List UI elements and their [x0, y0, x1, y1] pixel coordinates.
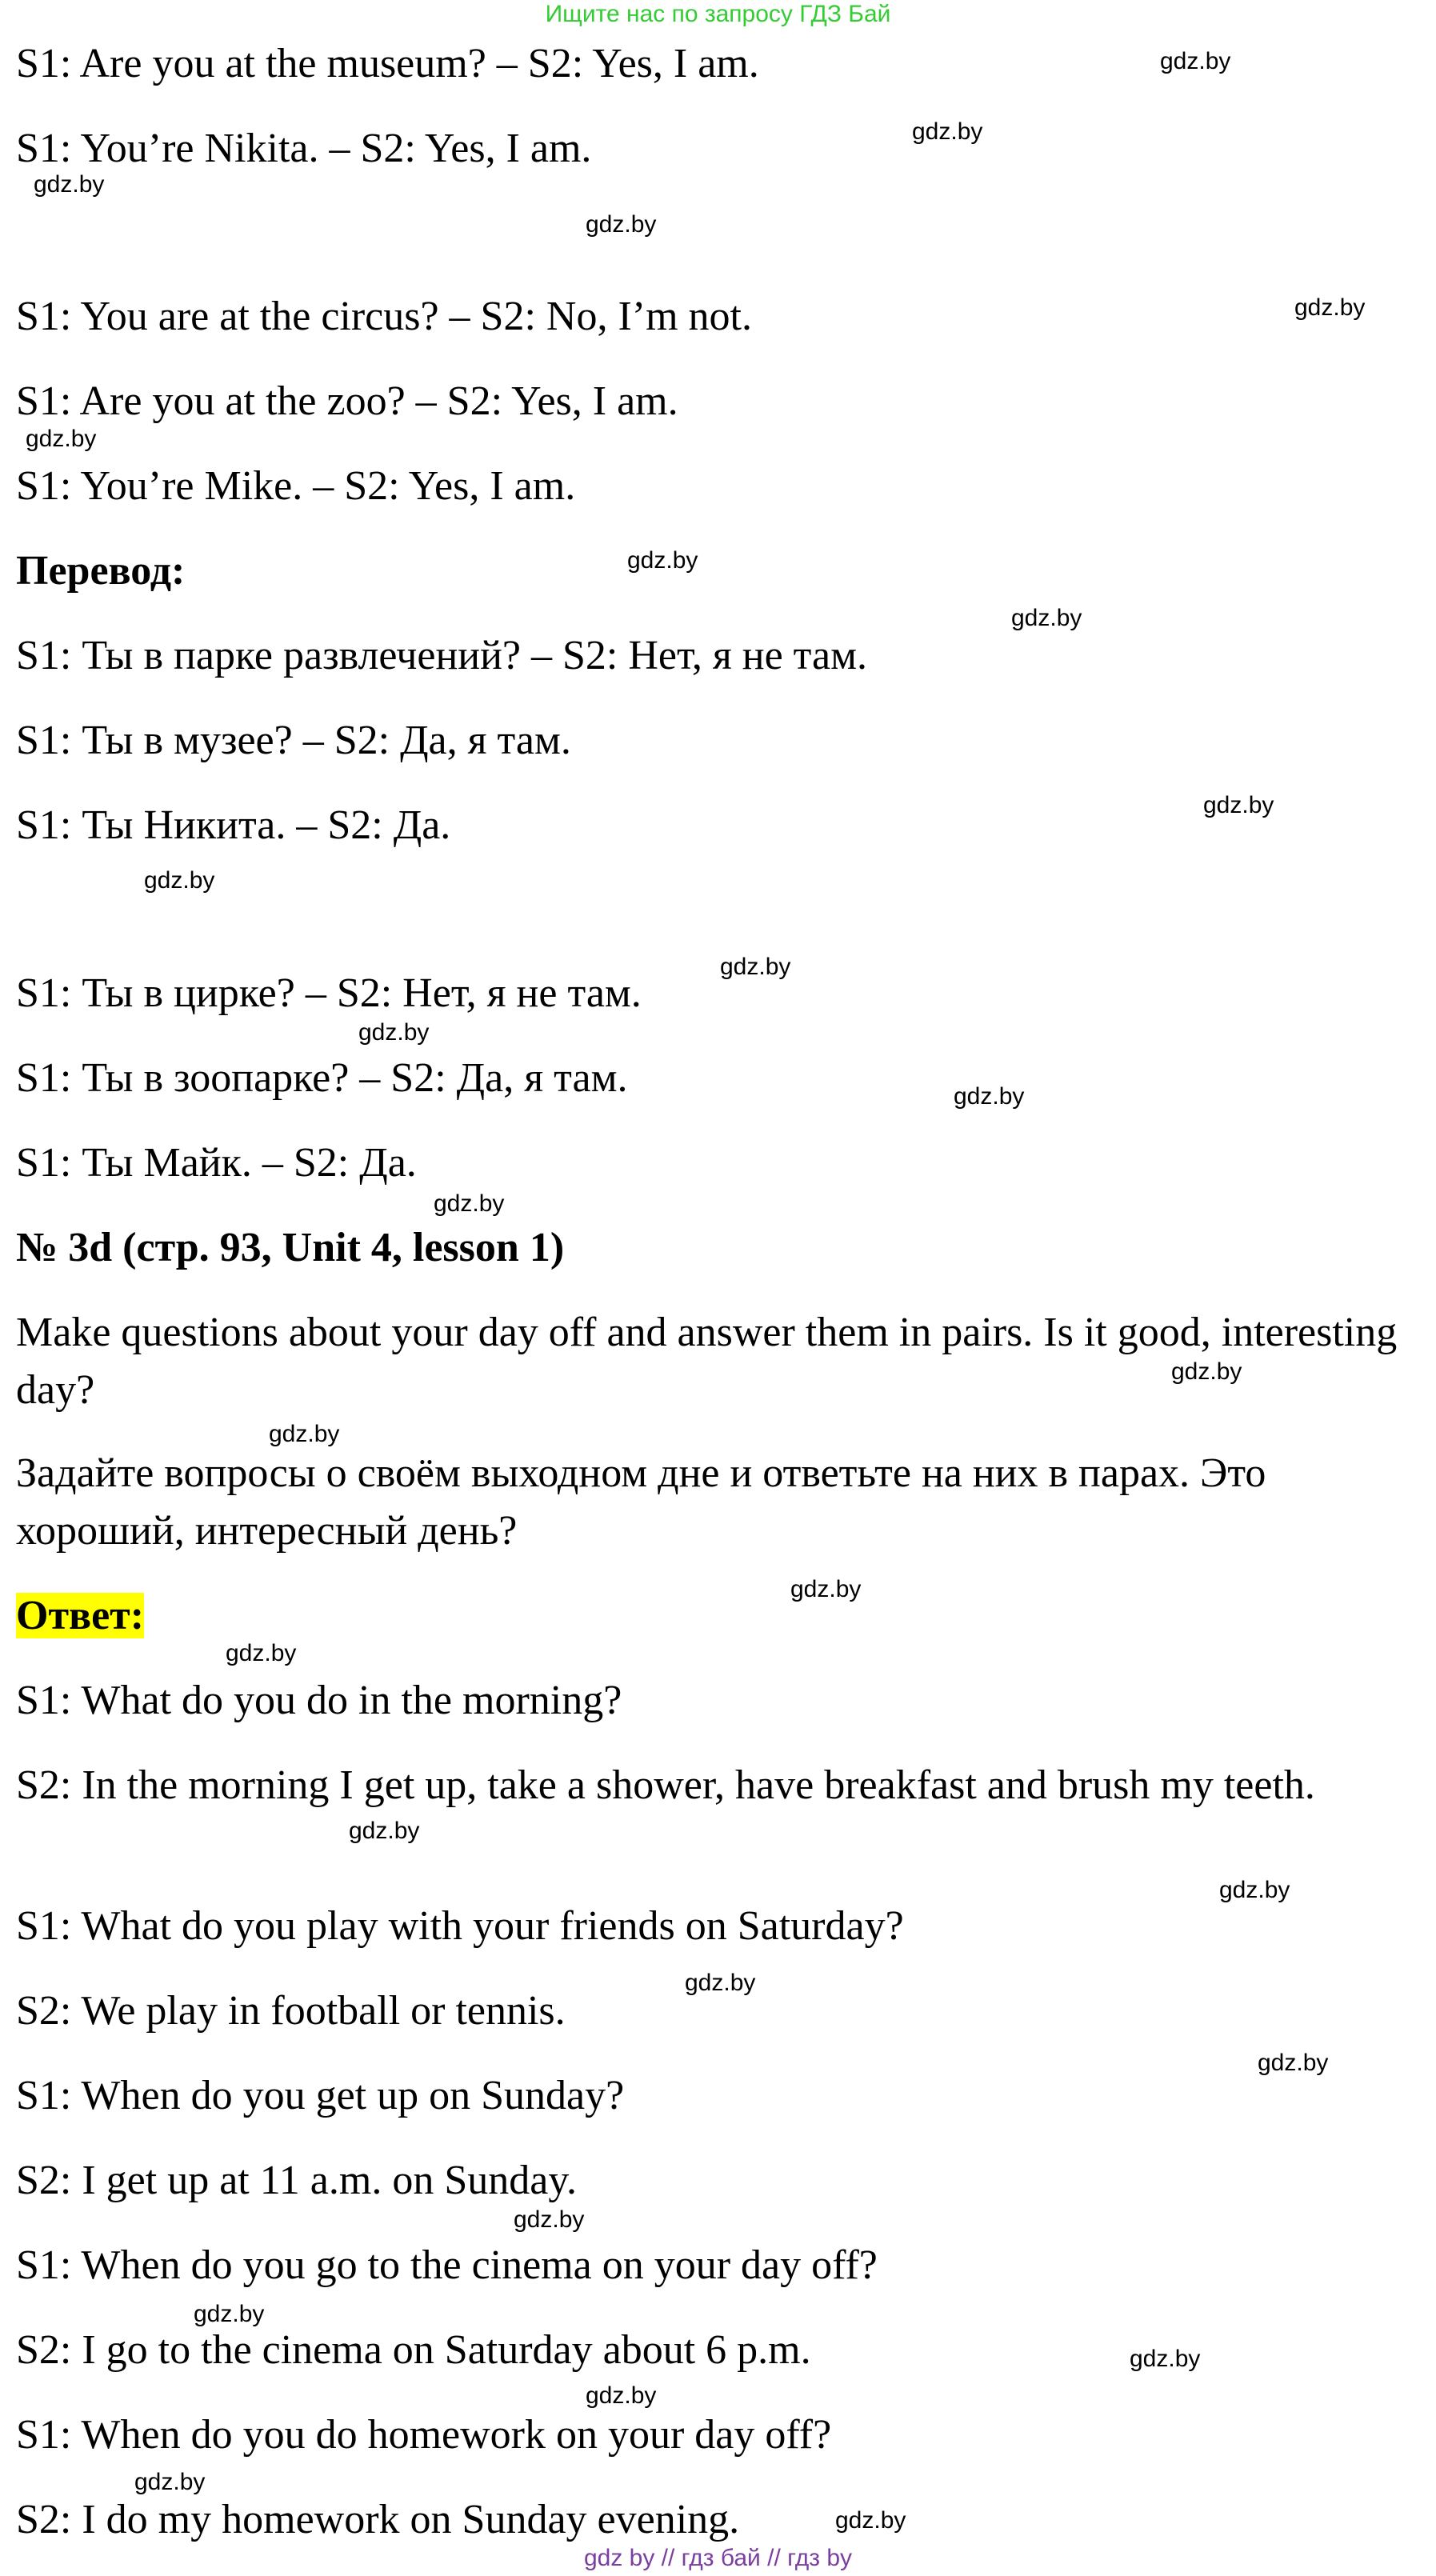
watermark: gdz.by — [349, 1818, 420, 1844]
watermark: gdz.by — [1171, 1358, 1242, 1385]
watermark: gdz.by — [720, 954, 791, 980]
answer-line: S1: When do you do homework on your day off? — [16, 2412, 832, 2458]
translation-line: S1: Ты в музее? – S2: Да, я там. — [16, 718, 571, 763]
watermark: gdz.by — [835, 2507, 906, 2534]
watermark: gdz.by — [26, 426, 97, 452]
watermark: gdz.by — [1130, 2346, 1201, 2372]
watermark: gdz.by — [358, 1019, 430, 1046]
translation-line: S1: Ты Майк. – S2: Да. — [16, 1140, 417, 1186]
answer-label — [16, 1587, 1428, 1645]
answer-line: S1: When do you get up on Sunday? — [16, 2073, 625, 2118]
dialogue-line: S1: Are you at the museum? – S2: Yes, I am. — [16, 41, 759, 86]
watermark: gdz.by — [627, 547, 698, 574]
watermark: gdz.by — [1011, 605, 1082, 631]
watermark: gdz.by — [912, 118, 983, 145]
exercise-heading: № 3d (стр. 93, Unit 4, lesson 1) — [16, 1225, 565, 1270]
answer-line: S2: I do my homework on Sunday evening. — [16, 2497, 740, 2542]
answer-line: S2: In the morning I get up, take a shower, have breakfast and brush my teeth. — [16, 1762, 1315, 1808]
answer-label-text: Ответ: — [16, 1593, 145, 1638]
dialogue-line: S1: You are at the circus? – S2: No, I’m not. — [16, 294, 753, 339]
watermark: gdz.by — [954, 1083, 1025, 1110]
answer-line: S2: We play in football or tennis. — [16, 1988, 566, 2034]
answer-line: S1: When do you go to the cinema on your day off? — [16, 2242, 878, 2288]
watermark: gdz.by — [790, 1576, 862, 1602]
watermark: gdz.by — [269, 1421, 340, 1447]
top-banner[interactable]: Ищите нас по запросу ГДЗ Бай — [545, 1, 891, 27]
watermark: gdz.by — [34, 171, 105, 198]
footer-links[interactable]: gdz by // гдз бай // гдз by — [583, 2545, 853, 2571]
answer-line: S2: I go to the cinema on Saturday about 6 p.m. — [16, 2327, 811, 2373]
task-russian: Задайте вопросы о своём выходном дне и ответьте на них в парах. Это хороший, интересный день? — [16, 1450, 1266, 1554]
watermark: gdz.by — [434, 1190, 505, 1217]
dialogue-line: S1: Are you at the zoo? – S2: Yes, I am. — [16, 378, 678, 424]
answer-line: S2: I get up at 11 a.m. on Sunday. — [16, 2158, 577, 2203]
answer-line: S1: What do you play with your friends on Saturday? — [16, 1903, 904, 1949]
dialogue-line: S1: You’re Mike. – S2: Yes, I am. — [16, 463, 576, 509]
translation-line: S1: Ты в парке развлечений? – S2: Нет, я не там. — [16, 633, 867, 678]
watermark: gdz.by — [586, 211, 657, 238]
watermark: gdz.by — [226, 1640, 297, 1666]
translation-line: S1: Ты Никита. – S2: Да. — [16, 802, 451, 848]
watermark: gdz.by — [194, 2301, 265, 2327]
answer-line: S1: What do you do in the morning? — [16, 1678, 622, 1723]
watermark: gdz.by — [144, 867, 215, 894]
watermark: gdz.by — [1258, 2050, 1329, 2076]
watermark: gdz.by — [134, 2469, 206, 2495]
dialogue-line: S1: You’re Nikita. – S2: Yes, I am. — [16, 126, 592, 171]
watermark: gdz.by — [1160, 48, 1231, 74]
watermark: gdz.by — [514, 2206, 585, 2233]
watermark: gdz.by — [1219, 1877, 1290, 1903]
task-english: Make questions about your day off and answer them in pairs. Is it good, interesting day? — [16, 1310, 1398, 1413]
watermark: gdz.by — [1294, 294, 1366, 321]
watermark: gdz.by — [586, 2382, 657, 2409]
translation-line: S1: Ты в цирке? – S2: Нет, я не там. — [16, 970, 642, 1016]
watermark: gdz.by — [1203, 792, 1274, 818]
translation-heading: Перевод: — [16, 548, 186, 594]
watermark: gdz.by — [685, 1970, 756, 1996]
translation-line: S1: Ты в зоопарке? – S2: Да, я там. — [16, 1055, 628, 1101]
